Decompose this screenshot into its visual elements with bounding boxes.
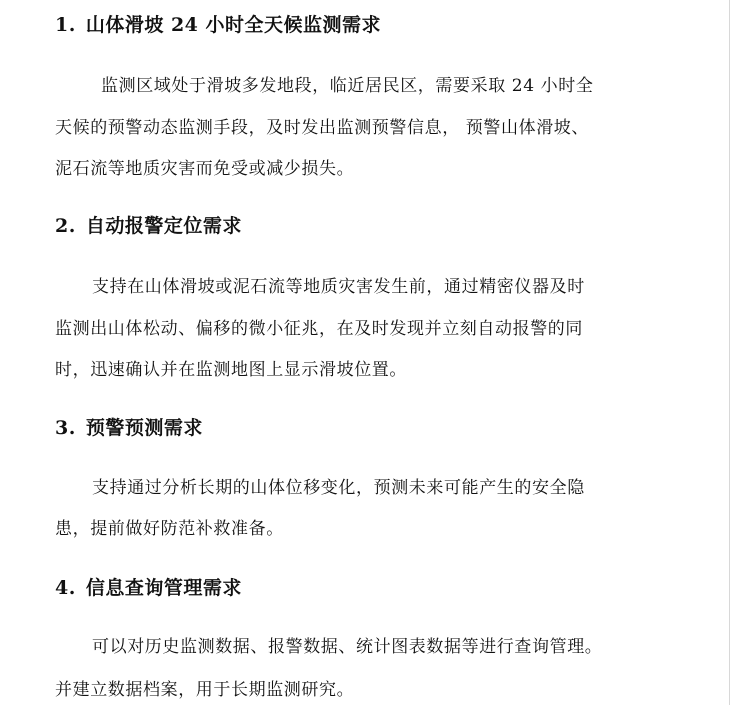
section-1-line-2: 天候的预警动态监测手段，及时发出监测预警信息， 预警山体滑坡、 (55, 118, 590, 138)
section-2-line-3: 时，迅速确认并在监测地图上显示滑坡位置。 (55, 360, 407, 380)
section-1-title: 山体滑坡 24 小时全天候监测需求 (85, 14, 382, 36)
section-1-line-3: 泥石流等地质灾害而免受或减少损失。 (55, 159, 355, 179)
section-4-line-2: 并建立数据档案，用于长期监测研究。 (55, 680, 355, 700)
section-2-heading (55, 211, 242, 238)
section-3-line-1: 支持通过分析长期的山体位移变化，预测未来可能产生的安全隐 (92, 478, 585, 498)
section-1-number: 1. (55, 14, 76, 36)
section-1-heading (55, 10, 381, 37)
section-3-heading (55, 413, 203, 440)
section-2-title: 自动报警定位需求 (85, 215, 242, 237)
section-4-number: 4. (55, 577, 76, 599)
section-4-heading (55, 573, 242, 600)
section-3-title: 预警预测需求 (85, 417, 203, 439)
section-4-title: 信息查询管理需求 (85, 577, 242, 599)
section-1-line-1: 监测区域处于滑坡多发地段，临近居民区，需要采取 24 小时全 (101, 76, 594, 96)
section-2-line-1: 支持在山体滑坡或泥石流等地质灾害发生前，通过精密仪器及时 (92, 277, 585, 297)
section-4-line-1: 可以对历史监测数据、报警数据、统计图表数据等进行查询管理。 (92, 637, 603, 657)
section-3-line-2: 患，提前做好防范补救准备。 (55, 519, 284, 539)
section-2-number: 2. (55, 215, 76, 237)
section-3-number: 3. (55, 417, 76, 439)
section-2-line-2: 监测出山体松动、偏移的微小征兆，在及时发现并立刻自动报警的同 (55, 319, 583, 339)
